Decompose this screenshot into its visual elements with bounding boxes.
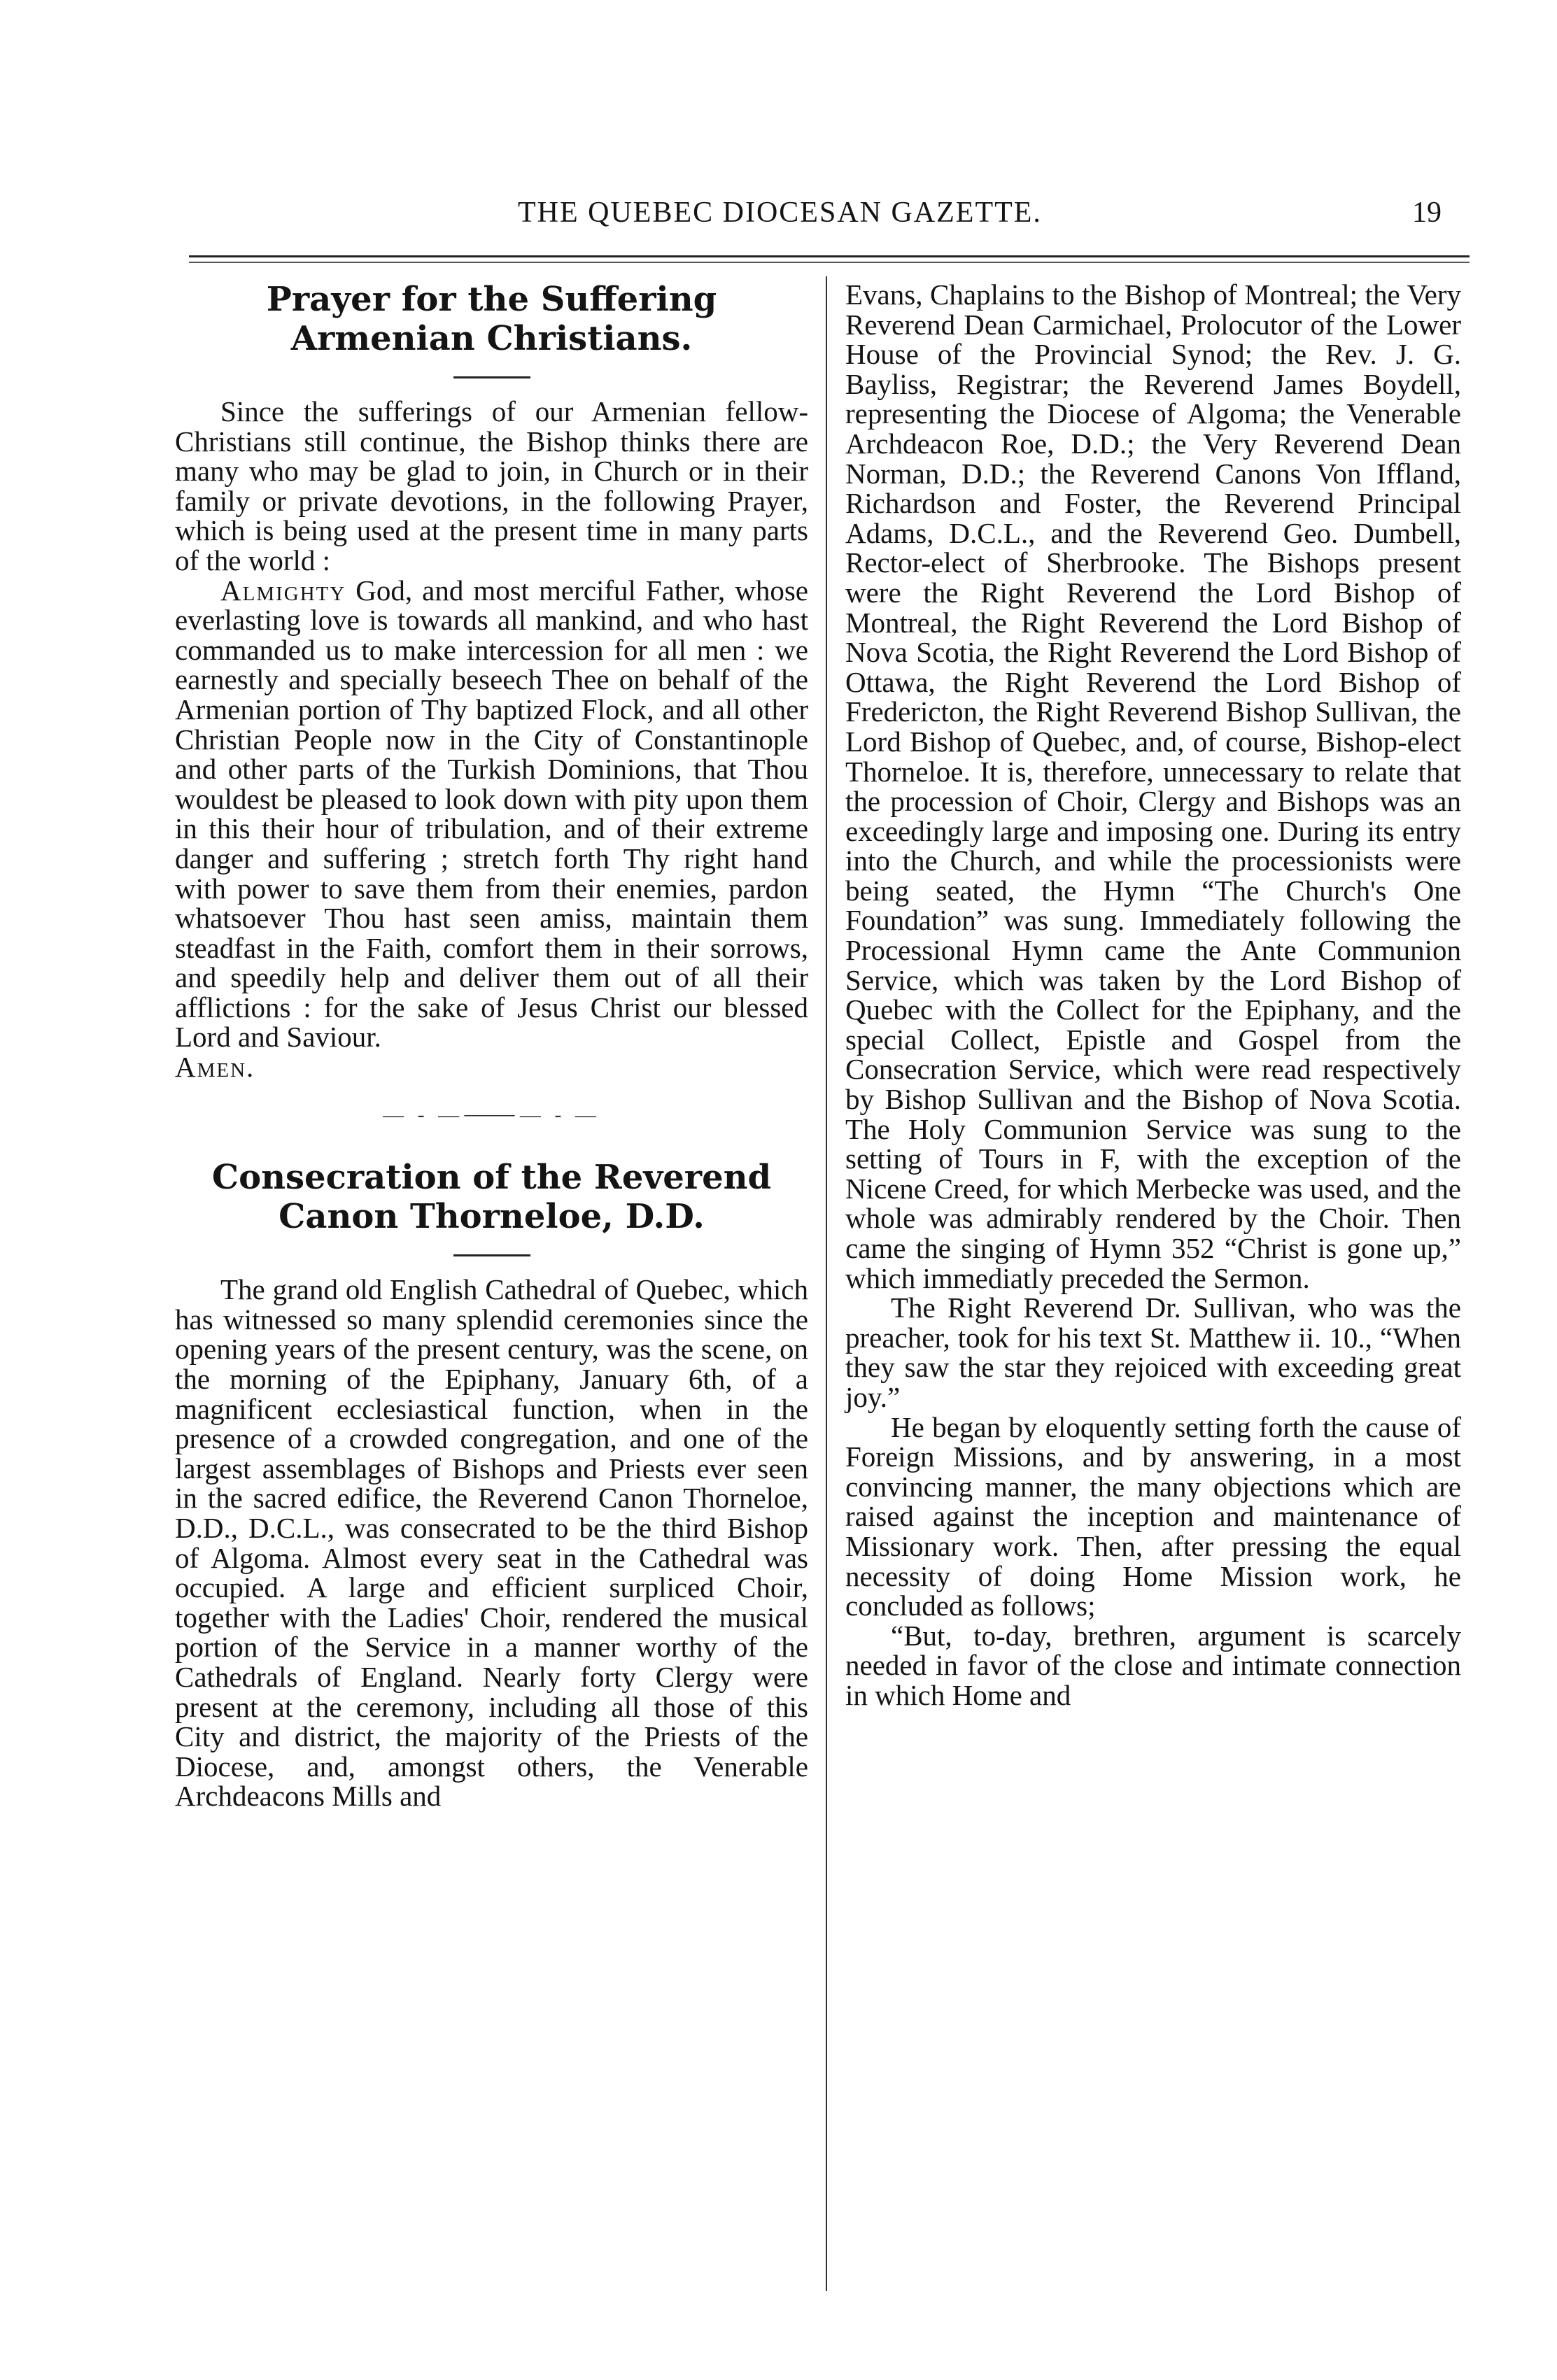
section-ornament: — - —⸻— - — [383, 1103, 600, 1126]
article-heading-armenian-prayer: Prayer for the Suffering Armenian Christians. [266, 280, 717, 358]
publication-title: THE QUEBEC DIOCESAN GAZETTE. [518, 197, 1042, 229]
prayer-body [175, 576, 808, 1053]
prayer-amen: Amen. [175, 1051, 255, 1084]
article-heading-consecration: Consecration of the Reverend Canon Thorneloe, D.D. [211, 1158, 772, 1237]
running-head [518, 196, 1442, 245]
left-column [175, 280, 808, 1811]
page-number: 19 [1412, 197, 1442, 229]
prayer-text: God, and most merciful Father, whose everlasting love is towards all mankind, and who hast commanded us to make intercession for all men : we earnestly and specially beseech Thee on behalf of the Armenian portion of Thy baptized Flock, and all other Christian People now in the City of Constantinople and other parts of the Turkish Dominions, that Thou wouldest be pleased to look down with pity upon them in this their hour of tribulation, and of their extreme danger and suffering ; stretch forth Thy right hand with power to save them from their enemies, pardon whatsoever Thou hast seen amiss, maintain them steadfast in the Faith, comfort them in their sorrows, and speedily help and deliver them out of all their afflictions : for the sake of Jesus Christ our blessed Lord and Saviour. [175, 574, 808, 1054]
consecration-paragraph-2: The Right Reverend Dr. Sullivan, who was the preacher, took for his text St. Matthew ii. 10., “When they saw the star they rejoiced with exceeding great joy.” [845, 1291, 1461, 1413]
column-divider [826, 276, 827, 2291]
consecration-paragraph-4: “But, to-day, brethren, argument is scarcely needed in favor of the close and intimate connection in which Home and [845, 1619, 1461, 1711]
right-column [845, 280, 1461, 1710]
header-rule [189, 255, 1470, 257]
consecration-paragraph-1: The grand old English Cathedral of Quebec, which has witnessed so many splendid ceremonies since the opening years of the present century, was the scene, on the morning of the Epiphany, January 6th, of a magnificent ecclesiastical function, when in the presence of a crowded congregation, and one of the largest assemblages of Bishops and Priests ever seen in the sacred edifice, the Reverend Canon Thorneloe, D.D., D.C.L., was consecrated to be the third Bishop of Algoma. Almost every seat in the Cathedral was occupied. A large and efficient surpliced Choir, together with the Ladies' Choir, rendered the musical portion of the Service in a manner worthy of the Cathedrals of England. Nearly forty Clergy were present at the ceremony, including all those of this City and district, the majority of the Priests of the Diocese, and, amongst others, the Venerable Archdeacons Mills and [175, 1273, 808, 1813]
heading-rule [453, 376, 530, 378]
prayer-opening-word: Almighty [220, 574, 346, 607]
heading-rule [453, 1254, 530, 1256]
header-rule-secondary [189, 262, 1470, 263]
consecration-paragraph-1-continued: Evans, Chaplains to the Bishop of Montreal; the Very Reverend Dean Carmichael, Prolocutor of the Lower House of the Provincial Synod; the Rev. J. G. Bayliss, Registrar; the Reverend James Boydell, representing the Diocese of Algoma; the Venerable Archdeacon Roe, D.D.; the Very Reverend Dean Norman, D.D.; the Reverend Canons Von Iffland, Richardson and Foster, the Reverend Principal Adams, D.C.L., and the Reverend Geo. Dumbell, Rector-elect of Sherbrooke. The Bishops present were the Right Reverend the Lord Bishop of Montreal, the Right Reverend the Lord Bishop of Nova Scotia, the Right Reverend the Lord Bishop of Ottawa, the Right Reverend the Lord Bishop of Fredericton, the Right Reverend Bishop Sullivan, the Lord Bishop of Quebec, and, of course, Bishop-elect Thorneloe. It is, therefore, unnecessary to relate that the procession of Choir, Clergy and Bishops was an exceedingly large and imposing one. During its entry into the Church, and while the processionists were being seated, the Hymn “The Church's One Foundation” was sung. Immediately following the Processional Hymn came the Ante Communion Service, which was taken by the Lord Bishop of Quebec with the Collect for the Epiphany, and the special Collect, Epistle and Gospel from the Consecration Service, which were read respectively by Bishop Sullivan and the Bishop of Nova Scotia. The Holy Communion Service was sung to the setting of Tours in F, with the exception of the Nicene Creed, for which Merbecke was used, and the whole was admirably rendered by the Choir. Then came the singing of Hymn 352 “Christ is gone up,” which immediatly preceded the Sermon. [845, 278, 1461, 1294]
prayer-intro: Since the sufferings of our Armenian fellow-Christians still continue, the Bishop thinks there are many who may be glad to join, in Church or in their family or private devotions, in the following Prayer, which is being used at the present time in many parts of the world : [175, 395, 808, 576]
consecration-paragraph-3: He began by eloquently setting forth the cause of Foreign Missions, and by answering, in a most convincing manner, the many objections which are raised against the inception and maintenance of Missionary work. Then, after pressing the equal necessity of doing Home Mission work, he concluded as follows; [845, 1410, 1461, 1622]
